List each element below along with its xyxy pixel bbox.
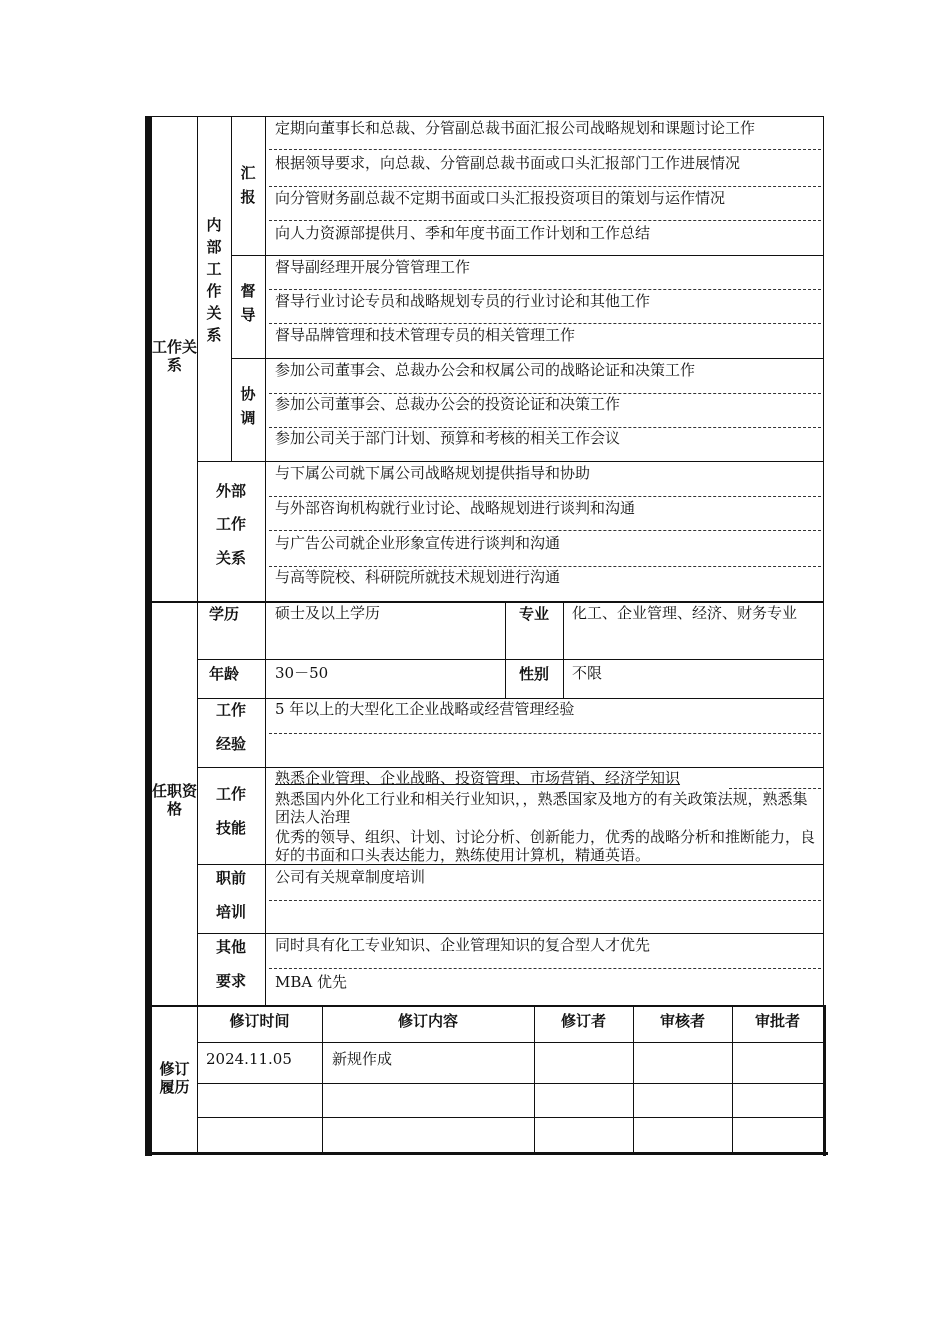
revision-content: 新规作成 <box>332 1050 393 1068</box>
supervise-item: 督导副经理开展分管管理工作 <box>275 258 471 276</box>
experience-label-1: 工作 <box>215 701 246 719</box>
education-label: 学历 <box>208 605 239 623</box>
training-label-2: 培训 <box>215 903 246 921</box>
supervise-label: 督导 <box>240 282 256 324</box>
table-right-border <box>823 116 824 1006</box>
other-requirement: MBA 优先 <box>275 973 347 991</box>
job-description-table <box>145 116 828 1160</box>
header-revision-content: 修订内容 <box>397 1012 458 1030</box>
external-item: 与广告公司就企业形象宣传进行谈判和沟通 <box>275 534 561 552</box>
header-revision-time: 修订时间 <box>229 1012 290 1030</box>
external-item: 与下属公司就下属公司战略规划提供指导和协助 <box>275 464 591 482</box>
age-label: 年龄 <box>208 665 239 683</box>
coordinate-item: 参加公司董事会、总裁办公会的投资论证和决策工作 <box>275 395 621 413</box>
training-label-1: 职前 <box>215 869 246 887</box>
coordinate-item: 参加公司关于部门计划、预算和考核的相关工作会议 <box>275 429 621 447</box>
other-label-2: 要求 <box>215 972 246 990</box>
major-label: 专业 <box>518 605 549 623</box>
header-reviser: 修订者 <box>560 1012 606 1030</box>
qualifications-label: 任职资格 <box>152 782 198 818</box>
age-value: 30－50 <box>275 664 329 682</box>
header-approver: 审批者 <box>754 1012 800 1030</box>
supervise-item: 督导行业讨论专员和战略规划专员的行业讨论和其他工作 <box>275 292 651 310</box>
gender-label: 性别 <box>518 665 549 683</box>
header-reviewer: 审核者 <box>659 1012 705 1030</box>
skills-label-1: 工作 <box>215 785 246 803</box>
external-item: 与高等院校、科研院所就技术规划进行沟通 <box>275 568 561 586</box>
skill-item: 优秀的领导、组织、计划、讨论分析、创新能力，优秀的战略分析和推断能力，良好的书面和口头表达能力，熟练使用计算机，精通英语。 <box>275 828 816 864</box>
table-left-border <box>145 116 152 1156</box>
skills-label-2: 技能 <box>215 819 246 837</box>
external-label-1: 外部 <box>215 482 246 500</box>
skill-item: 熟悉国内外化工行业和相关行业知识，，熟悉国家及地方的有关政策法规，熟悉集团法人治理 <box>275 790 808 826</box>
report-item: 根据领导要求，向总裁、分管副总裁书面或口头汇报部门工作进展情况 <box>275 154 741 172</box>
external-item: 与外部咨询机构就行业讨论、战略规划进行谈判和沟通 <box>275 499 636 517</box>
experience-label-2: 经验 <box>215 735 246 753</box>
report-item: 向人力资源部提供月、季和年度书面工作计划和工作总结 <box>275 224 651 242</box>
education-value: 硕士及以上学历 <box>275 604 381 622</box>
coordinate-label: 协调 <box>240 385 256 427</box>
internal-relations-label: 内部工作关系 <box>206 216 222 344</box>
experience-value: 5 年以上的大型化工企业战略或经营管理经验 <box>275 700 575 718</box>
external-label-2: 工作 <box>215 515 246 533</box>
report-item: 定期向董事长和总裁、分管副总裁书面汇报公司战略规划和课题讨论工作 <box>275 119 756 137</box>
report-item: 向分管财务副总裁不定期书面或口头汇报投资项目的策划与运作情况 <box>275 189 726 207</box>
revision-date: 2024.11.05 <box>206 1050 292 1068</box>
other-requirement: 同时具有化工专业知识、企业管理知识的复合型人才优先 <box>275 936 651 954</box>
table-top-border <box>145 116 824 117</box>
skill-item: 熟悉企业管理、企业战略、投资管理、市场营销、经济学知识 <box>275 769 681 787</box>
report-label: 汇报 <box>240 164 256 206</box>
major-value: 化工、企业管理、经济、财务专业 <box>572 604 798 622</box>
work-relations-label: 工作关系 <box>152 338 198 374</box>
revision-history-label: 修订履历 <box>159 1060 190 1096</box>
other-label-1: 其他 <box>215 938 246 956</box>
supervise-item: 督导品牌管理和技术管理专员的相关管理工作 <box>275 326 576 344</box>
coordinate-item: 参加公司董事会、总裁办公会和权属公司的战略论证和决策工作 <box>275 361 696 379</box>
external-label-3: 关系 <box>215 549 246 567</box>
training-value: 公司有关规章制度培训 <box>275 868 426 886</box>
gender-value: 不限 <box>572 664 603 682</box>
